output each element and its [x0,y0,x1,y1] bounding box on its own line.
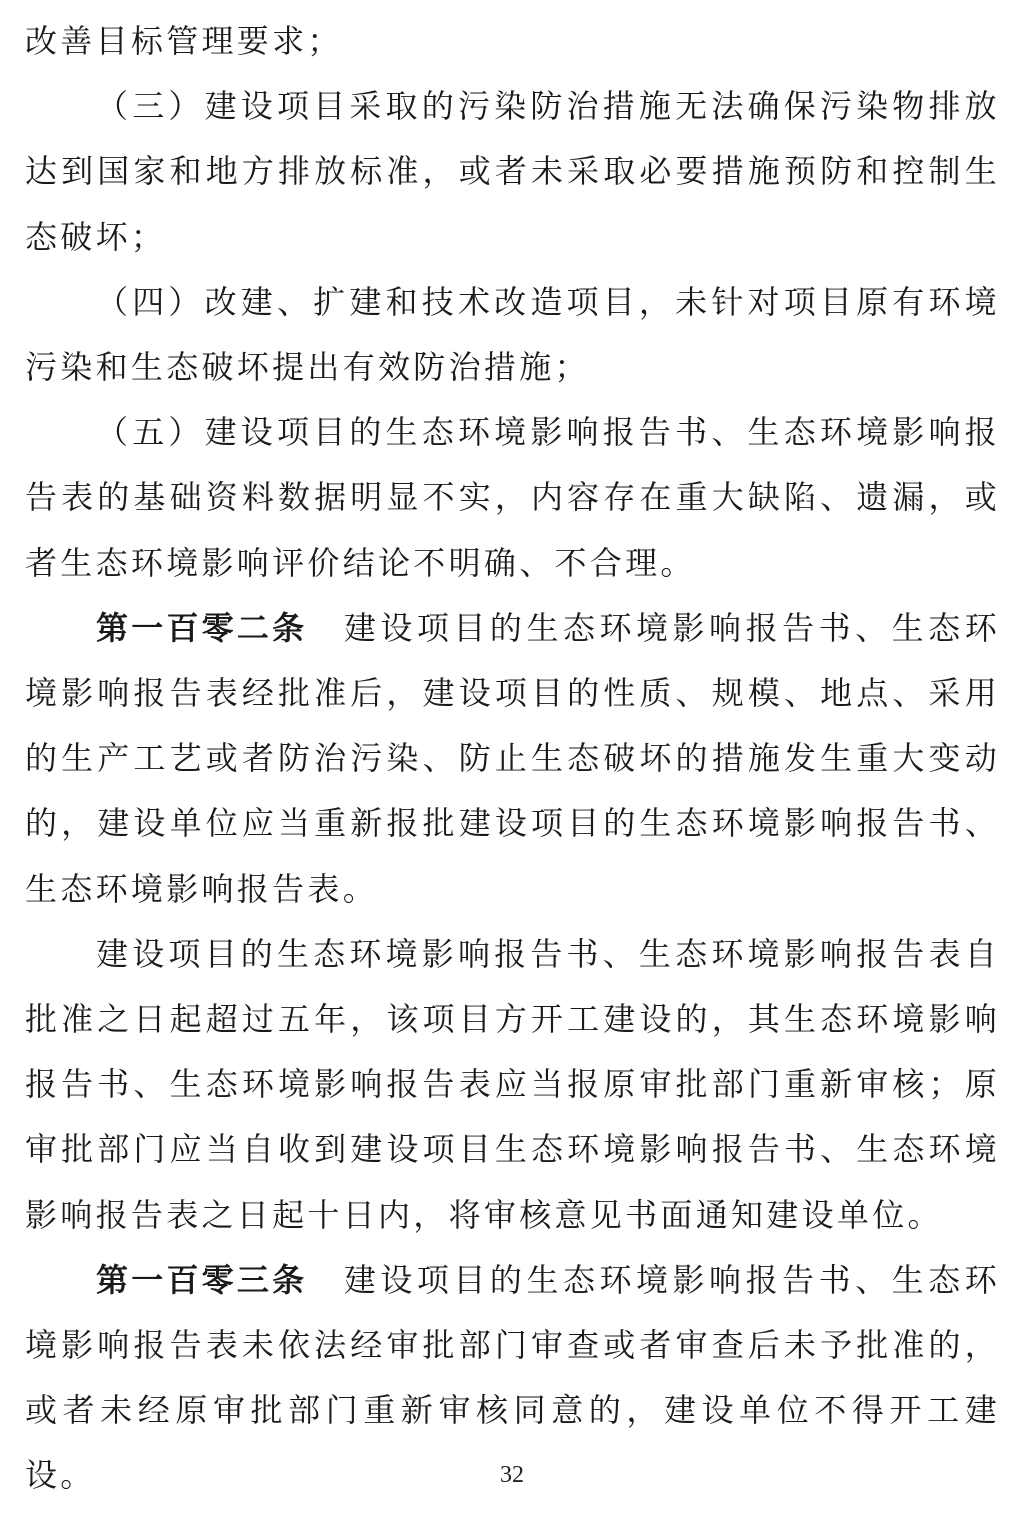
document-page [25,0,1000,1509]
paragraph-item-3 [25,74,1000,270]
paragraph-text: 建设项目的生态环境影响报告书、生态环境影响报告表自批准之日起超过五年，该项目方开工建设的，其生态环境影响报告书、生态环境影响报告表应当报原审批部门重新审核；原审批部门应当自收到建设项目生态环境影响报告书、生态环境影响报告表之日起十日内，将审核意见书面通知建设单位。 [25,934,1000,1234]
paragraph-text: （四）改建、扩建和技术改造项目，未针对项目原有环境污染和生态破坏提出有效防治措施； [25,282,1000,387]
article-text: 建设项目的生态环境影响报告书、生态环境影响报告表未依法经审批部门审查或者审查后未予批准的，或者未经原审批部门重新审核同意的，建设单位不得开工建设。 [25,1260,1000,1495]
paragraph-continuation [25,9,1000,74]
article-number: 第一百零二条 [96,608,308,647]
article-text: 建设项目的生态环境影响报告书、生态环境影响报告表经批准后，建设项目的性质、规模、地点、采用的生产工艺或者防治污染、防止生态破坏的措施发生重大变动的，建设单位应当重新报批建设项目的生态环境影响报告书、生态环境影响报告表。 [25,608,1000,908]
page-number: 32 [500,1462,524,1488]
article-102 [25,596,1000,922]
paragraph-item-4 [25,270,1000,400]
article-number: 第一百零三条 [96,1260,308,1299]
paragraph-text: （五）建设项目的生态环境影响报告书、生态环境影响报告表的基础资料数据明显不实，内容存在重大缺陷、遗漏，或者生态环境影响评价结论不明确、不合理。 [25,413,1000,582]
article-102-paragraph-2 [25,922,1000,1248]
paragraph-text: 改善目标管理要求； [25,22,343,60]
paragraph-text: （三）建设项目采取的污染防治措施无法确保污染物排放达到国家和地方排放标准，或者未采取必要措施预防和控制生态破坏； [25,87,1000,256]
paragraph-item-5 [25,400,1000,596]
